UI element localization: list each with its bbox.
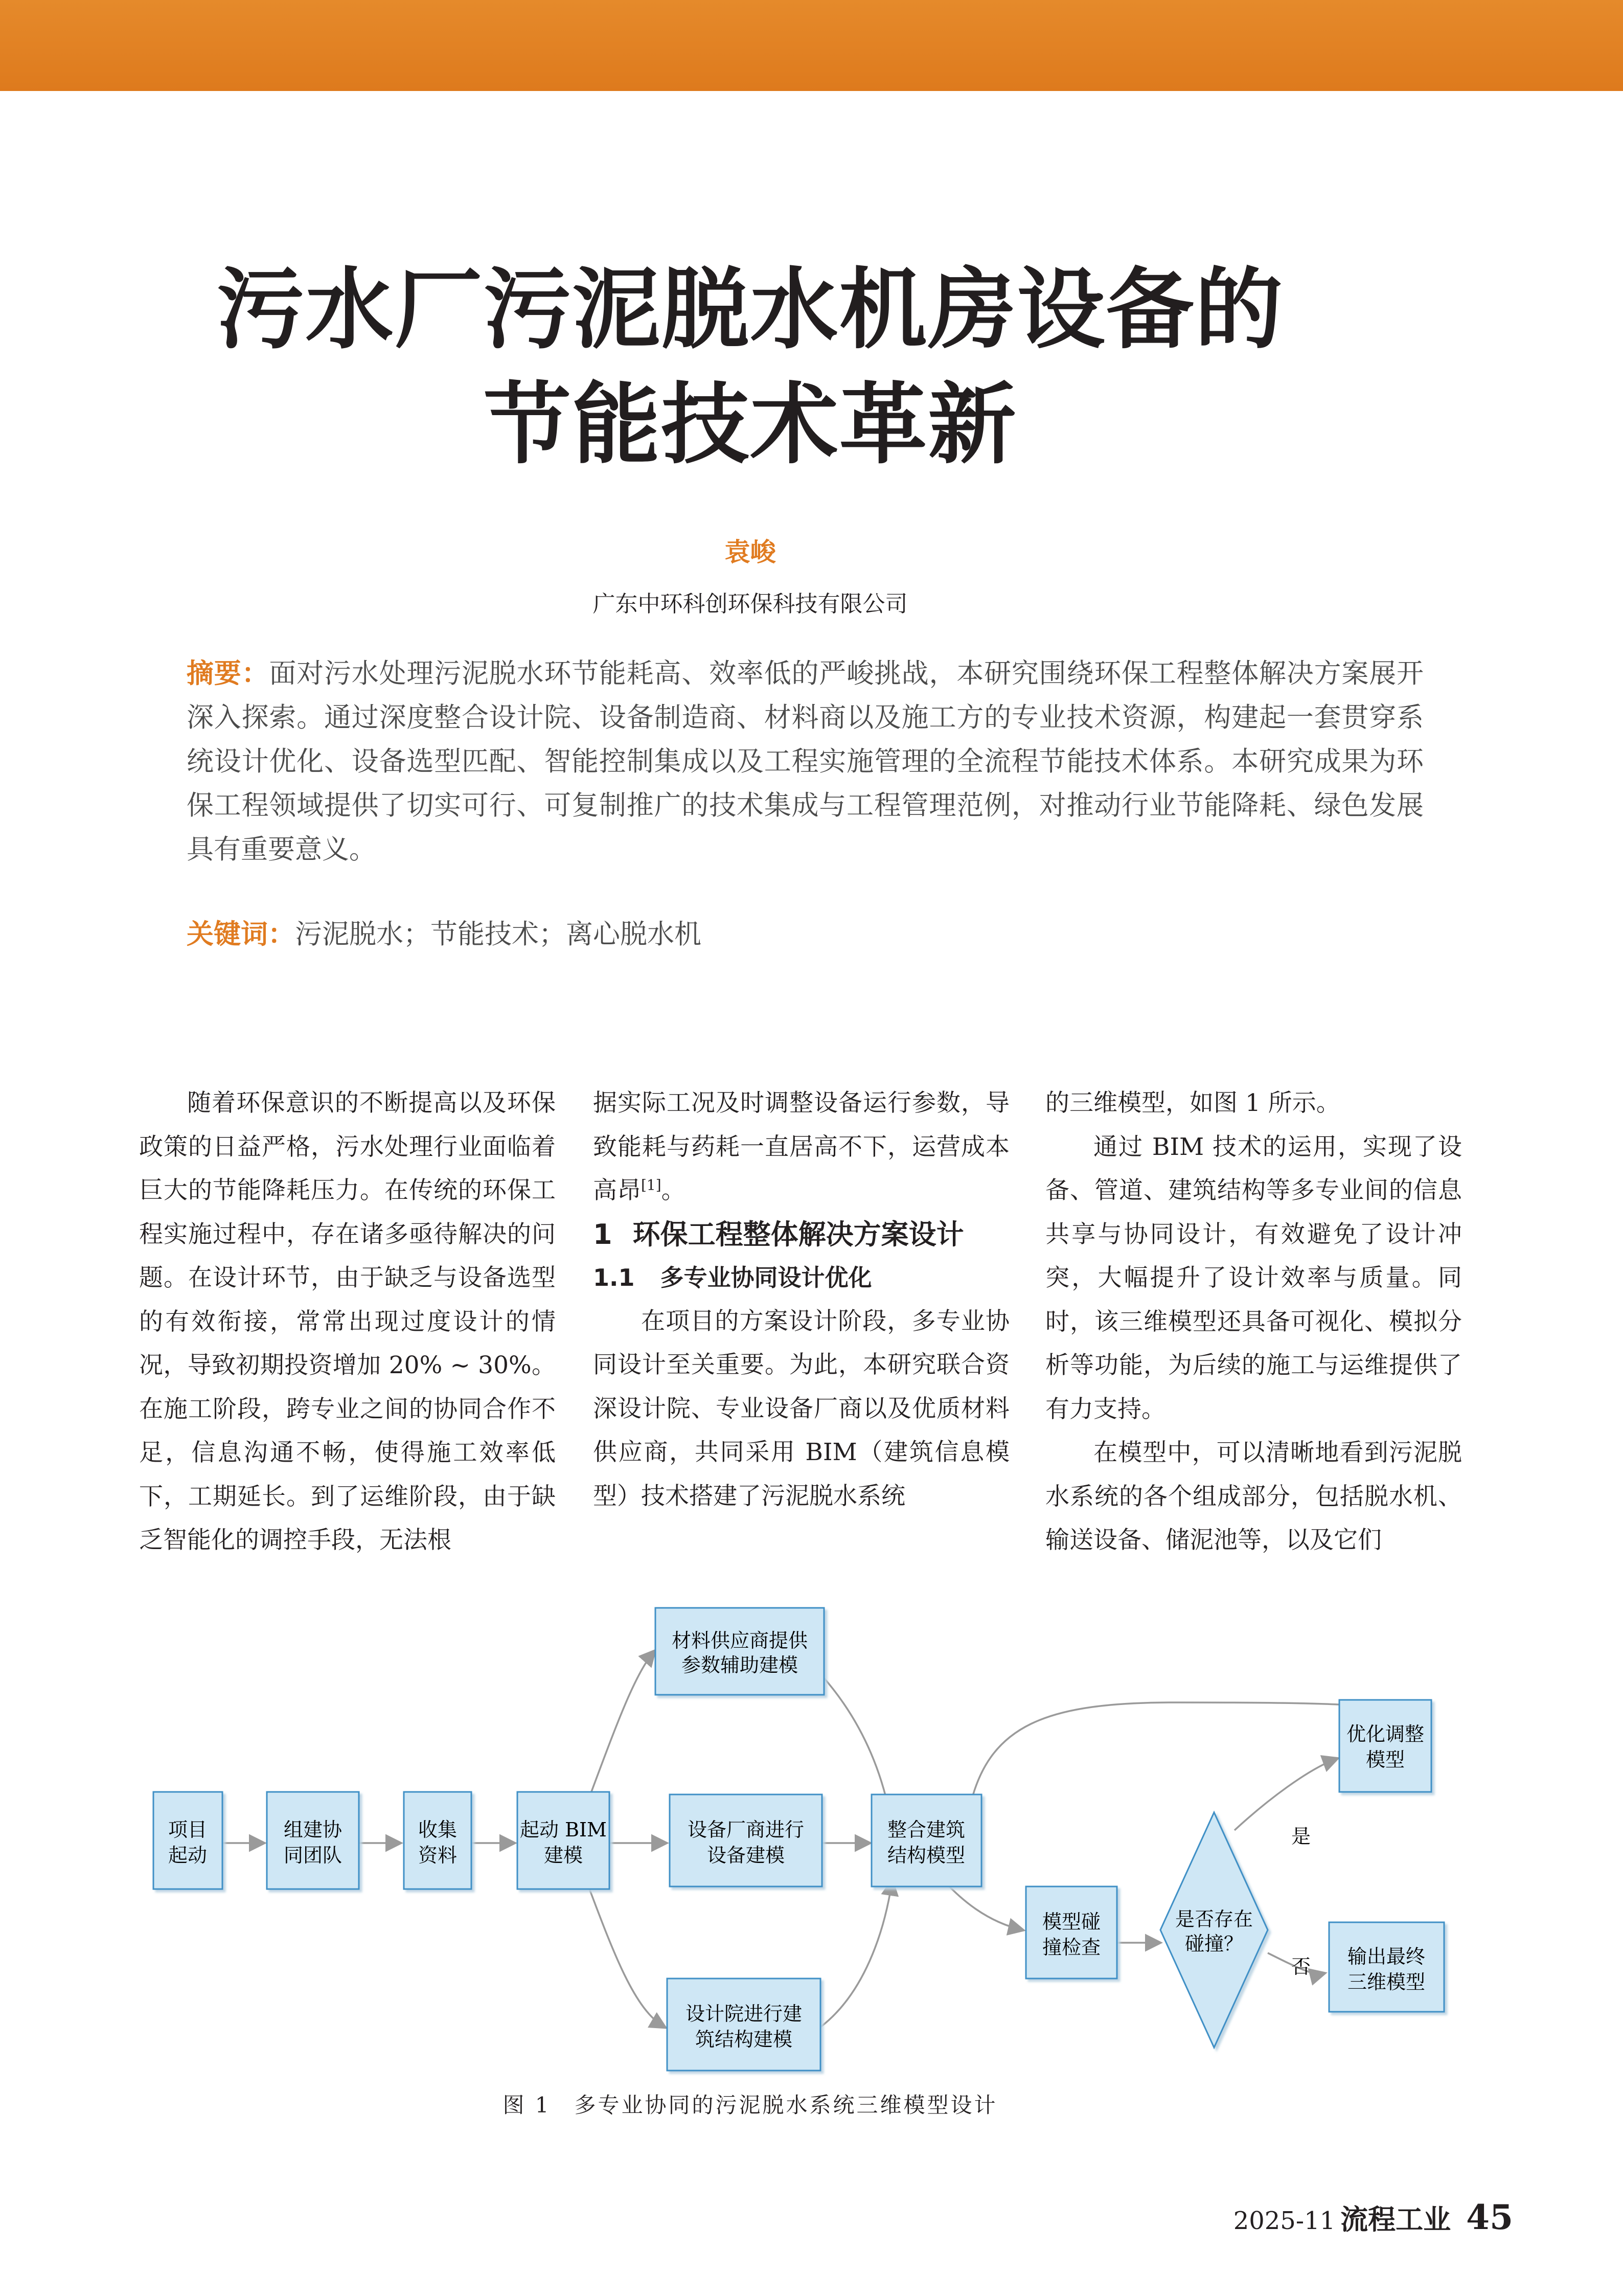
node-optimize-model: [1339, 1700, 1431, 1792]
node-label: 设备建模: [706, 1844, 785, 1867]
node-label: 项目: [168, 1818, 208, 1841]
node-label: 建模: [543, 1844, 583, 1867]
col1-paragraph: 随着环保意识的不断提高以及环保政策的日益严格，污水处理行业面临着巨大的节能降耗压力。在传统的环保工程实施过程中，存在诸多亟待解决的问题。在设计环节，由于缺乏与设备选型的有效衔接，常常出现过度设计的情况，导致初期投资增加 20% ~ 30%。在施工阶段，跨专业之间的协同合作不足，信息沟通不畅，使得施工效率低下，工期延长。到了运维阶段，由于缺乏智能化的调控手段，无法根: [139, 1089, 556, 1554]
citation-ref: [1]: [641, 1176, 661, 1194]
node-integrate-model: [872, 1794, 981, 1886]
node-label: 优化调整: [1346, 1723, 1425, 1745]
abstract: [187, 652, 1424, 872]
node-label: 三维模型: [1347, 1971, 1426, 1993]
node-label: 组建协: [283, 1818, 342, 1841]
abstract-label: 摘要：: [187, 658, 269, 689]
node-project-start: [153, 1792, 222, 1889]
flowchart-figure: [0, 1585, 1623, 2096]
node-collision-check: [1026, 1886, 1117, 1979]
node-label: 设备厂商进行: [687, 1818, 805, 1841]
node-label: 输出最终: [1347, 1945, 1426, 1968]
node-label: 起动: [168, 1844, 208, 1867]
node-label: 是否存在: [1175, 1908, 1253, 1930]
keywords: [187, 913, 1413, 957]
section-heading-1-1: [593, 1256, 1010, 1300]
page-footer: [1233, 2197, 1513, 2237]
article-title-line2: 节能技术革新: [483, 373, 1017, 476]
author: 袁峻: [724, 537, 776, 567]
body-column-1: [139, 1081, 556, 1562]
figure-caption: 图 1 多专业协同的污泥脱水系统三维模型设计: [502, 2093, 998, 2118]
header-band: [0, 0, 1623, 91]
col3-paragraph-3: 在模型中，可以清晰地看到污泥脱水系统的各个组成部分，包括脱水机、输送设备、储泥池等，以及它们: [1045, 1439, 1462, 1554]
node-label: 碰撞？: [1184, 1933, 1244, 1955]
node-equipment-modeling: [670, 1794, 822, 1886]
node-label: 整合建筑: [887, 1818, 966, 1841]
col2-text-end: 。: [661, 1176, 685, 1204]
subsection-title: 多专业协同设计优化: [660, 1263, 872, 1291]
keywords-label: 关键词：: [187, 919, 295, 950]
node-label: 同团队: [283, 1844, 342, 1867]
node-label: 参数辅助建模: [681, 1654, 798, 1676]
col2-paragraph-2: 在项目的方案设计阶段，多专业协同设计至关重要。为此，本研究联合资深设计院、专业设备厂商以及优质材料供应商，共同采用 BIM（建筑信息模型）技术搭建了污泥脱水系统: [593, 1307, 1010, 1510]
node-label: 收集: [418, 1818, 458, 1841]
flow-nodes: [153, 1608, 1444, 2071]
node-collect-data: [404, 1792, 471, 1889]
keywords-text: 污泥脱水；节能技术；离心脱水机: [295, 919, 701, 950]
journal-name: 流程工业: [1340, 2203, 1451, 2236]
section-title: 环保工程整体解决方案设计: [632, 1218, 964, 1251]
node-label: 起动 BIM: [520, 1818, 607, 1841]
article-title-line1: 污水厂污泥脱水机房设备的: [216, 258, 1284, 361]
node-decision-collision: [1160, 1812, 1268, 2048]
col3-paragraph-1: 的三维模型，如图 1 所示。: [1045, 1089, 1340, 1117]
section-heading-1: [593, 1213, 1010, 1256]
body-column-2: [593, 1081, 1010, 1518]
node-label: 材料供应商提供: [671, 1629, 808, 1652]
section-number: 1: [593, 1218, 612, 1251]
node-label: 资料: [418, 1844, 458, 1867]
affiliation: 广东中环科创环保科技有限公司: [592, 591, 908, 617]
col3-paragraph-2: 通过 BIM 技术的运用，实现了设备、管道、建筑结构等多专业间的信息共享与协同设计，有效避免了设计冲突，大幅提升了设计效率与质量。同时，该三维模型还具备可视化、模拟分析等功能，为后续的施工与运维提供了有力支持。: [1045, 1132, 1462, 1423]
node-label: 设计院进行建: [685, 2003, 803, 2025]
issue-date: 2025-11: [1233, 2207, 1336, 2235]
node-label: 结构模型: [887, 1844, 966, 1867]
branch-label-no: 否: [1291, 1956, 1311, 1978]
subsection-number: 1.1: [593, 1263, 635, 1291]
node-build-team: [267, 1792, 359, 1889]
node-material-supplier: [655, 1608, 824, 1695]
branch-label-yes: 是: [1291, 1825, 1311, 1848]
node-design-institute: [667, 1979, 820, 2071]
node-label: 筑结构建模: [695, 2028, 793, 2051]
node-label: 模型: [1365, 1748, 1405, 1771]
node-label: 撞检查: [1042, 1936, 1101, 1959]
node-start-bim: [517, 1792, 609, 1889]
body-column-3: [1045, 1081, 1462, 1562]
node-output-model: [1329, 1922, 1444, 2012]
col2-paragraph-1: [593, 1081, 1010, 1213]
node-label: 模型碰: [1042, 1911, 1101, 1933]
abstract-text: 面对污水处理污泥脱水环节能耗高、效率低的严峻挑战，本研究围绕环保工程整体解决方案展开深入探索。通过深度整合设计院、设备制造商、材料商以及施工方的专业技术资源，构建起一套贯穿系统设计优化、设备选型匹配、智能控制集成以及工程实施管理的全流程节能技术体系。本研究成果为环保工程领域提供了切实可行、可复制推广的技术集成与工程管理范例，对推动行业节能降耗、绿色发展具有重要意义。: [187, 658, 1424, 865]
page-number: 45: [1466, 2197, 1513, 2237]
col2-text: 据实际工况及时调整设备运行参数，导致能耗与药耗一直居高不下，运营成本高昂: [593, 1089, 1010, 1204]
